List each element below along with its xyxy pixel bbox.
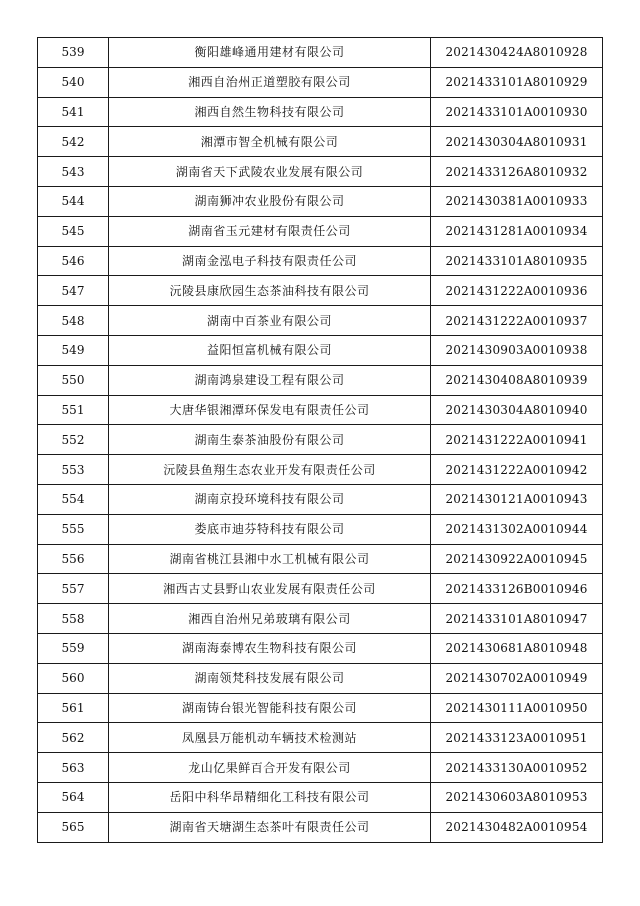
row-number: 548 <box>38 306 109 336</box>
company-name: 龙山亿果鲜百合开发有限公司 <box>109 753 431 783</box>
row-number: 558 <box>38 604 109 634</box>
registration-code: 2021430111A0010950 <box>431 693 603 723</box>
registration-code: 2021430424A8010928 <box>431 38 603 68</box>
company-name: 湘西古丈县野山农业发展有限责任公司 <box>109 574 431 604</box>
registration-code: 2021430903A0010938 <box>431 335 603 365</box>
row-number: 553 <box>38 455 109 485</box>
registration-code: 2021430702A0010949 <box>431 663 603 693</box>
table-row <box>38 306 603 336</box>
registration-code: 2021430922A0010945 <box>431 544 603 574</box>
company-name: 衡阳雄峰通用建材有限公司 <box>109 38 431 68</box>
table-row <box>38 127 603 157</box>
registration-code: 2021430681A8010948 <box>431 633 603 663</box>
row-number: 543 <box>38 157 109 187</box>
registration-code: 2021431222A0010941 <box>431 425 603 455</box>
row-number: 563 <box>38 753 109 783</box>
table-row <box>38 574 603 604</box>
company-name: 沅陵县康欣园生态茶油科技有限公司 <box>109 276 431 306</box>
registration-code: 2021433130A0010952 <box>431 753 603 783</box>
registration-code: 2021430304A8010940 <box>431 395 603 425</box>
table-row <box>38 663 603 693</box>
table-row <box>38 97 603 127</box>
registration-code: 2021431302A0010944 <box>431 514 603 544</box>
row-number: 565 <box>38 812 109 842</box>
table-row <box>38 514 603 544</box>
row-number: 561 <box>38 693 109 723</box>
registration-code: 2021431281A0010934 <box>431 216 603 246</box>
registration-code: 2021433123A0010951 <box>431 723 603 753</box>
row-number: 550 <box>38 365 109 395</box>
row-number: 557 <box>38 574 109 604</box>
row-number: 564 <box>38 782 109 812</box>
company-name: 湘西自治州兄弟玻璃有限公司 <box>109 604 431 634</box>
registration-code: 2021430408A8010939 <box>431 365 603 395</box>
company-name: 湖南省桃江县湘中水工机械有限公司 <box>109 544 431 574</box>
row-number: 546 <box>38 246 109 276</box>
company-name: 凤凰县万能机动车辆技术检测站 <box>109 723 431 753</box>
company-name: 湖南京投环境科技有限公司 <box>109 484 431 514</box>
company-name: 湘潭市智全机械有限公司 <box>109 127 431 157</box>
table-body <box>38 38 603 843</box>
company-name: 湘西自然生物科技有限公司 <box>109 97 431 127</box>
registration-code: 2021430603A8010953 <box>431 782 603 812</box>
table-row <box>38 812 603 842</box>
company-name: 娄底市迪芬特科技有限公司 <box>109 514 431 544</box>
table-row <box>38 216 603 246</box>
row-number: 559 <box>38 633 109 663</box>
table-row <box>38 693 603 723</box>
table-row <box>38 38 603 68</box>
registration-code: 2021431222A0010936 <box>431 276 603 306</box>
table-row <box>38 633 603 663</box>
company-name: 沅陵县鱼翔生态农业开发有限责任公司 <box>109 455 431 485</box>
company-name: 湖南鸿泉建设工程有限公司 <box>109 365 431 395</box>
table-row <box>38 782 603 812</box>
company-name: 湖南铸台银光智能科技有限公司 <box>109 693 431 723</box>
company-name: 大唐华银湘潭环保发电有限责任公司 <box>109 395 431 425</box>
row-number: 541 <box>38 97 109 127</box>
table-row <box>38 335 603 365</box>
company-name: 湖南中百茶业有限公司 <box>109 306 431 336</box>
table-row <box>38 186 603 216</box>
row-number: 562 <box>38 723 109 753</box>
row-number: 542 <box>38 127 109 157</box>
table-row <box>38 67 603 97</box>
row-number: 544 <box>38 186 109 216</box>
company-name: 湖南省天下武陵农业发展有限公司 <box>109 157 431 187</box>
company-name: 湖南省天塘湖生态茶叶有限责任公司 <box>109 812 431 842</box>
registration-code: 2021430381A0010933 <box>431 186 603 216</box>
table-row <box>38 395 603 425</box>
table-row <box>38 484 603 514</box>
company-name: 湖南金泓电子科技有限责任公司 <box>109 246 431 276</box>
row-number: 540 <box>38 67 109 97</box>
table-row <box>38 604 603 634</box>
registration-code: 2021433101A0010930 <box>431 97 603 127</box>
table-row <box>38 455 603 485</box>
company-name: 益阳恒富机械有限公司 <box>109 335 431 365</box>
company-registry-table <box>37 37 603 843</box>
company-name: 湖南领梵科技发展有限公司 <box>109 663 431 693</box>
table-row <box>38 365 603 395</box>
table-row <box>38 544 603 574</box>
table-row <box>38 157 603 187</box>
table-row <box>38 246 603 276</box>
row-number: 560 <box>38 663 109 693</box>
registration-code: 2021430121A0010943 <box>431 484 603 514</box>
table-row <box>38 425 603 455</box>
registration-code: 2021431222A0010937 <box>431 306 603 336</box>
registration-code: 2021433101A8010929 <box>431 67 603 97</box>
company-name: 湖南狮冲农业股份有限公司 <box>109 186 431 216</box>
row-number: 554 <box>38 484 109 514</box>
registration-code: 2021431222A0010942 <box>431 455 603 485</box>
registration-code: 2021433101A8010935 <box>431 246 603 276</box>
row-number: 556 <box>38 544 109 574</box>
company-name: 湖南省玉元建材有限责任公司 <box>109 216 431 246</box>
row-number: 551 <box>38 395 109 425</box>
row-number: 552 <box>38 425 109 455</box>
table-row <box>38 723 603 753</box>
registration-code: 2021433126A8010932 <box>431 157 603 187</box>
table-row <box>38 276 603 306</box>
row-number: 549 <box>38 335 109 365</box>
row-number: 555 <box>38 514 109 544</box>
registration-code: 2021433126B0010946 <box>431 574 603 604</box>
registration-code: 2021433101A8010947 <box>431 604 603 634</box>
row-number: 539 <box>38 38 109 68</box>
row-number: 547 <box>38 276 109 306</box>
company-name: 湖南海泰博农生物科技有限公司 <box>109 633 431 663</box>
row-number: 545 <box>38 216 109 246</box>
company-name: 湘西自治州正道塑胶有限公司 <box>109 67 431 97</box>
registration-code: 2021430304A8010931 <box>431 127 603 157</box>
company-name: 湖南生泰茶油股份有限公司 <box>109 425 431 455</box>
company-name: 岳阳中科华昂精细化工科技有限公司 <box>109 782 431 812</box>
table-row <box>38 753 603 783</box>
registration-code: 2021430482A0010954 <box>431 812 603 842</box>
